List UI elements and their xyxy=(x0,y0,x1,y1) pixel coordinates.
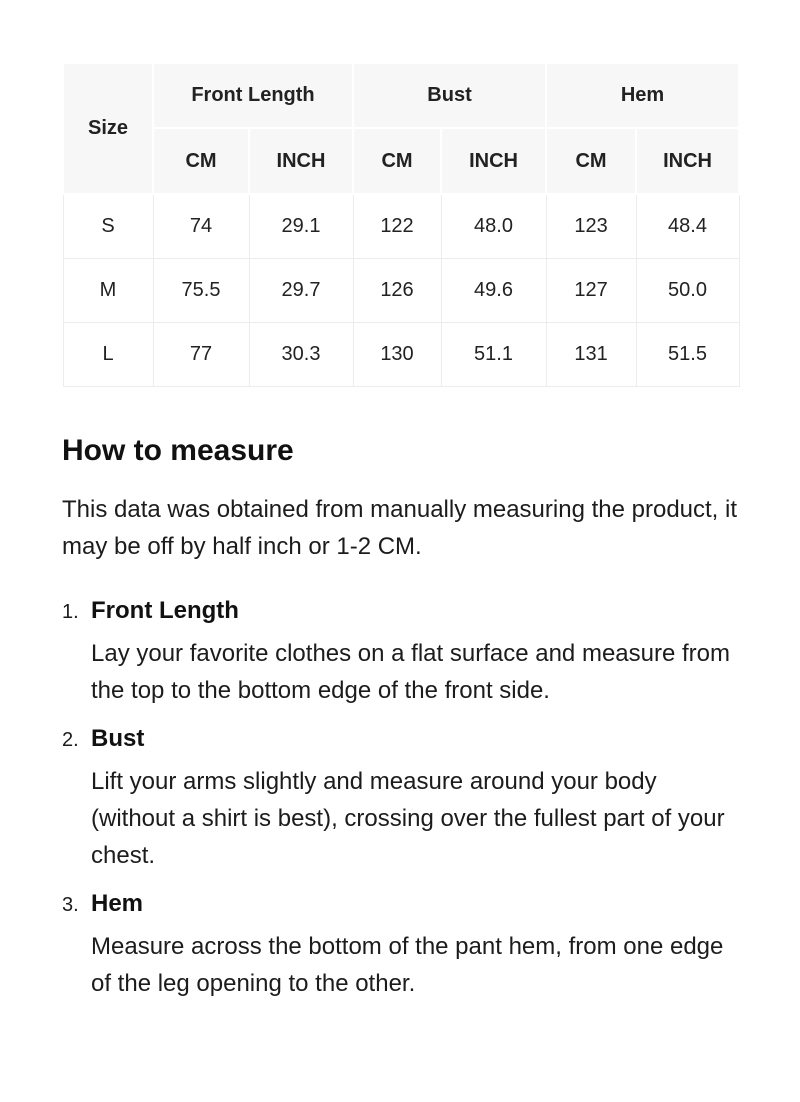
size-chart-table xyxy=(62,62,740,387)
step-description: Lift your arms slightly and measure around your body (without a shirt is best), crossing over the fullest part of your chest. xyxy=(91,767,725,869)
table-cell: 50.0 xyxy=(636,258,739,322)
step-title: Hem xyxy=(91,889,144,917)
hem-cm-header: CM xyxy=(546,128,636,194)
step-title: Front Length xyxy=(91,596,239,624)
step-number: 3. xyxy=(62,893,79,916)
step-header xyxy=(62,890,738,918)
step-description: Lay your favorite clothes on a flat surface and measure from the top to the bottom edge of the front side. xyxy=(91,639,730,704)
table-cell: 51.1 xyxy=(441,322,546,386)
hem-group-header: Hem xyxy=(546,63,739,128)
front-length-inch-header: INCH xyxy=(249,128,353,194)
step-description: Measure across the bottom of the pant hem, from one edge of the leg opening to the other. xyxy=(91,932,724,997)
table-cell: 51.5 xyxy=(636,322,739,386)
table-cell: 29.1 xyxy=(249,194,353,258)
table-header-group-row xyxy=(63,63,739,128)
step-title: Bust xyxy=(91,724,145,752)
table-cell: 48.4 xyxy=(636,194,739,258)
front-length-cm-header: CM xyxy=(153,128,249,194)
step-header xyxy=(62,597,738,625)
list-item-hem xyxy=(62,890,738,1002)
table-cell: 29.7 xyxy=(249,258,353,322)
size-column-header: Size xyxy=(63,63,153,194)
table-cell: 75.5 xyxy=(153,258,249,322)
table-cell: 49.6 xyxy=(441,258,546,322)
table-cell: 126 xyxy=(353,258,441,322)
size-label: S xyxy=(63,194,153,258)
table-cell: 122 xyxy=(353,194,441,258)
table-cell: 74 xyxy=(153,194,249,258)
table-cell: 127 xyxy=(546,258,636,322)
bust-cm-header: CM xyxy=(353,128,441,194)
bust-inch-header: INCH xyxy=(441,128,546,194)
size-label: M xyxy=(63,258,153,322)
list-item-bust xyxy=(62,725,738,874)
measure-steps-list xyxy=(62,597,738,1002)
step-number: 2. xyxy=(62,728,79,751)
table-row-size-l xyxy=(63,322,739,386)
bust-group-header: Bust xyxy=(353,63,546,128)
list-item-front-length xyxy=(62,597,738,709)
table-cell: 77 xyxy=(153,322,249,386)
how-to-measure-heading: How to measure xyxy=(62,433,294,467)
table-header-unit-row xyxy=(63,128,739,194)
table-cell: 48.0 xyxy=(441,194,546,258)
size-label: L xyxy=(63,322,153,386)
table-cell: 130 xyxy=(353,322,441,386)
table-row-size-m xyxy=(63,258,739,322)
front-length-group-header: Front Length xyxy=(153,63,353,128)
table-cell: 30.3 xyxy=(249,322,353,386)
step-header xyxy=(62,725,738,753)
table-row-size-s xyxy=(63,194,739,258)
step-number: 1. xyxy=(62,600,79,623)
hem-inch-header: INCH xyxy=(636,128,739,194)
table-cell: 123 xyxy=(546,194,636,258)
measure-disclaimer-text: This data was obtained from manually measuring the product, it may be off by half inch or 1-2 CM. xyxy=(62,495,738,560)
table-cell: 131 xyxy=(546,322,636,386)
